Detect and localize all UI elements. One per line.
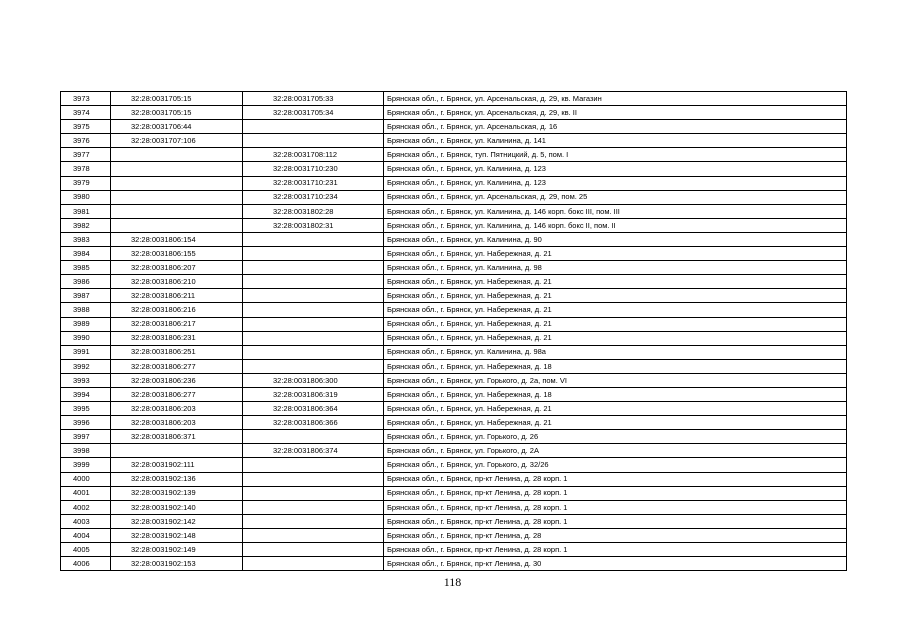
object-cadastral-number-cell (243, 543, 384, 557)
object-cadastral-number-cell: 32:28:0031806:319 (243, 387, 384, 401)
row-number-cell: 3985 (61, 261, 111, 275)
cadastral-number-cell: 32:28:0031902:148 (111, 528, 243, 542)
object-cadastral-number-cell: 32:28:0031710:231 (243, 176, 384, 190)
table-row (61, 359, 847, 373)
address-cell: Брянская обл., г. Брянск, ул. Арсенальская, д. 29, пом. 25 (384, 190, 847, 204)
table-row (61, 416, 847, 430)
address-cell: Брянская обл., г. Брянск, ул. Набережная, д. 21 (384, 416, 847, 430)
object-cadastral-number-cell (243, 472, 384, 486)
cadastral-number-cell: 32:28:0031706:44 (111, 120, 243, 134)
table-row (61, 106, 847, 120)
cadastral-number-cell: 32:28:0031806:217 (111, 317, 243, 331)
cadastral-number-cell: 32:28:0031902:149 (111, 543, 243, 557)
cadastral-number-cell: 32:28:0031806:154 (111, 232, 243, 246)
row-number-cell: 3998 (61, 444, 111, 458)
cadastral-number-cell: 32:28:0031806:277 (111, 359, 243, 373)
cadastral-number-cell (111, 444, 243, 458)
row-number-cell: 3997 (61, 430, 111, 444)
row-number-cell: 3996 (61, 416, 111, 430)
address-cell: Брянская обл., г. Брянск, ул. Набережная, д. 21 (384, 247, 847, 261)
object-cadastral-number-cell (243, 500, 384, 514)
address-cell: Брянская обл., г. Брянск, пр-кт Ленина, д. 28 корп. 1 (384, 486, 847, 500)
cadastral-number-cell: 32:28:0031902:139 (111, 486, 243, 500)
table-row (61, 543, 847, 557)
table-row (61, 331, 847, 345)
cadastral-number-cell: 32:28:0031806:236 (111, 373, 243, 387)
cadastral-number-cell: 32:28:0031707:106 (111, 134, 243, 148)
table-row (61, 373, 847, 387)
address-cell: Брянская обл., г. Брянск, ул. Набережная, д. 21 (384, 303, 847, 317)
address-cell: Брянская обл., г. Брянск, туп. Пятницкий, д. 5, пом. I (384, 148, 847, 162)
address-cell: Брянская обл., г. Брянск, ул. Калинина, д. 141 (384, 134, 847, 148)
table-row (61, 303, 847, 317)
cadastral-number-cell: 32:28:0031902:136 (111, 472, 243, 486)
object-cadastral-number-cell (243, 514, 384, 528)
table-row (61, 458, 847, 472)
object-cadastral-number-cell (243, 430, 384, 444)
table-row (61, 190, 847, 204)
table-row (61, 120, 847, 134)
object-cadastral-number-cell: 32:28:0031806:300 (243, 373, 384, 387)
object-cadastral-number-cell (243, 120, 384, 134)
address-cell: Брянская обл., г. Брянск, ул. Калинина, д. 98 (384, 261, 847, 275)
row-number-cell: 3976 (61, 134, 111, 148)
cadastral-number-cell (111, 204, 243, 218)
table-row (61, 275, 847, 289)
row-number-cell: 3989 (61, 317, 111, 331)
address-cell: Брянская обл., г. Брянск, пр-кт Ленина, д. 28 корп. 1 (384, 514, 847, 528)
cadastral-number-cell: 32:28:0031806:251 (111, 345, 243, 359)
table-row (61, 528, 847, 542)
row-number-cell: 3979 (61, 176, 111, 190)
cadastral-number-cell (111, 218, 243, 232)
table-row (61, 387, 847, 401)
cadastral-number-cell: 32:28:0031806:207 (111, 261, 243, 275)
object-cadastral-number-cell (243, 134, 384, 148)
cadastral-number-cell: 32:28:0031705:15 (111, 92, 243, 106)
property-table (60, 91, 847, 571)
object-cadastral-number-cell (243, 528, 384, 542)
object-cadastral-number-cell (243, 486, 384, 500)
row-number-cell: 3988 (61, 303, 111, 317)
page-number: 118 (443, 575, 462, 589)
row-number-cell: 3990 (61, 331, 111, 345)
address-cell: Брянская обл., г. Брянск, ул. Горького, д. 32/26 (384, 458, 847, 472)
table-row (61, 486, 847, 500)
cadastral-number-cell: 32:28:0031902:111 (111, 458, 243, 472)
table-row (61, 247, 847, 261)
table-row (61, 218, 847, 232)
table-row (61, 204, 847, 218)
table-row (61, 162, 847, 176)
address-cell: Брянская обл., г. Брянск, пр-кт Ленина, д. 28 корп. 1 (384, 500, 847, 514)
object-cadastral-number-cell: 32:28:0031705:33 (243, 92, 384, 106)
object-cadastral-number-cell: 32:28:0031806:374 (243, 444, 384, 458)
address-cell: Брянская обл., г. Брянск, пр-кт Ленина, д. 28 (384, 528, 847, 542)
address-cell: Брянская обл., г. Брянск, ул. Набережная, д. 18 (384, 359, 847, 373)
table-row (61, 176, 847, 190)
object-cadastral-number-cell: 32:28:0031708:112 (243, 148, 384, 162)
cadastral-number-cell: 32:28:0031902:140 (111, 500, 243, 514)
address-cell: Брянская обл., г. Брянск, ул. Калинина, д. 90 (384, 232, 847, 246)
cadastral-number-cell: 32:28:0031806:211 (111, 289, 243, 303)
object-cadastral-number-cell: 32:28:0031806:366 (243, 416, 384, 430)
address-cell: Брянская обл., г. Брянск, ул. Калинина, д. 123 (384, 162, 847, 176)
row-number-cell: 4005 (61, 543, 111, 557)
cadastral-number-cell: 32:28:0031806:277 (111, 387, 243, 401)
address-cell: Брянская обл., г. Брянск, пр-кт Ленина, д. 28 корп. 1 (384, 472, 847, 486)
address-cell: Брянская обл., г. Брянск, ул. Калинина, д. 123 (384, 176, 847, 190)
row-number-cell: 4004 (61, 528, 111, 542)
cadastral-number-cell: 32:28:0031806:210 (111, 275, 243, 289)
row-number-cell: 4000 (61, 472, 111, 486)
table-row (61, 557, 847, 571)
address-cell: Брянская обл., г. Брянск, ул. Набережная, д. 21 (384, 289, 847, 303)
row-number-cell: 3974 (61, 106, 111, 120)
table-row (61, 92, 847, 106)
row-number-cell: 3986 (61, 275, 111, 289)
address-cell: Брянская обл., г. Брянск, ул. Горького, д. 2а, пом. VI (384, 373, 847, 387)
row-number-cell: 3977 (61, 148, 111, 162)
address-cell: Брянская обл., г. Брянск, ул. Набережная, д. 18 (384, 387, 847, 401)
row-number-cell: 3982 (61, 218, 111, 232)
object-cadastral-number-cell (243, 345, 384, 359)
address-cell: Брянская обл., г. Брянск, ул. Набережная, д. 21 (384, 275, 847, 289)
property-table-body (61, 92, 847, 571)
cadastral-number-cell: 32:28:0031806:155 (111, 247, 243, 261)
cadastral-number-cell (111, 190, 243, 204)
object-cadastral-number-cell (243, 275, 384, 289)
row-number-cell: 3992 (61, 359, 111, 373)
row-number-cell: 3993 (61, 373, 111, 387)
table-row (61, 289, 847, 303)
row-number-cell: 4003 (61, 514, 111, 528)
row-number-cell: 4001 (61, 486, 111, 500)
table-row (61, 232, 847, 246)
address-cell: Брянская обл., г. Брянск, ул. Набережная, д. 21 (384, 402, 847, 416)
row-number-cell: 3991 (61, 345, 111, 359)
cadastral-number-cell: 32:28:0031902:142 (111, 514, 243, 528)
row-number-cell: 4002 (61, 500, 111, 514)
row-number-cell: 3987 (61, 289, 111, 303)
address-cell: Брянская обл., г. Брянск, ул. Арсенальская, д. 29, кв. II (384, 106, 847, 120)
address-cell: Брянская обл., г. Брянск, ул. Горького, д. 2А (384, 444, 847, 458)
cadastral-number-cell: 32:28:0031806:203 (111, 416, 243, 430)
table-row (61, 500, 847, 514)
row-number-cell: 3978 (61, 162, 111, 176)
row-number-cell: 3983 (61, 232, 111, 246)
table-row (61, 444, 847, 458)
row-number-cell: 3980 (61, 190, 111, 204)
object-cadastral-number-cell (243, 232, 384, 246)
cadastral-number-cell: 32:28:0031806:203 (111, 402, 243, 416)
object-cadastral-number-cell: 32:28:0031802:28 (243, 204, 384, 218)
object-cadastral-number-cell: 32:28:0031710:234 (243, 190, 384, 204)
cadastral-number-cell (111, 162, 243, 176)
row-number-cell: 3975 (61, 120, 111, 134)
object-cadastral-number-cell (243, 317, 384, 331)
object-cadastral-number-cell (243, 289, 384, 303)
row-number-cell: 3981 (61, 204, 111, 218)
cadastral-number-cell: 32:28:0031806:371 (111, 430, 243, 444)
cadastral-number-cell: 32:28:0031705:15 (111, 106, 243, 120)
object-cadastral-number-cell (243, 247, 384, 261)
object-cadastral-number-cell (243, 557, 384, 571)
cadastral-number-cell: 32:28:0031806:231 (111, 331, 243, 345)
object-cadastral-number-cell: 32:28:0031802:31 (243, 218, 384, 232)
row-number-cell: 3973 (61, 92, 111, 106)
row-number-cell: 3995 (61, 402, 111, 416)
address-cell: Брянская обл., г. Брянск, ул. Горького, д. 26 (384, 430, 847, 444)
table-row (61, 148, 847, 162)
object-cadastral-number-cell (243, 261, 384, 275)
table-row (61, 514, 847, 528)
address-cell: Брянская обл., г. Брянск, ул. Калинина, д. 146 корп. бокс II, пом. II (384, 218, 847, 232)
address-cell: Брянская обл., г. Брянск, ул. Калинина, д. 146 корп. бокс III, пом. III (384, 204, 847, 218)
address-cell: Брянская обл., г. Брянск, пр-кт Ленина, д. 28 корп. 1 (384, 543, 847, 557)
object-cadastral-number-cell: 32:28:0031705:34 (243, 106, 384, 120)
address-cell: Брянская обл., г. Брянск, пр-кт Ленина, д. 30 (384, 557, 847, 571)
cadastral-number-cell (111, 148, 243, 162)
cadastral-number-cell: 32:28:0031806:216 (111, 303, 243, 317)
object-cadastral-number-cell: 32:28:0031806:364 (243, 402, 384, 416)
object-cadastral-number-cell (243, 303, 384, 317)
row-number-cell: 3994 (61, 387, 111, 401)
table-row (61, 261, 847, 275)
address-cell: Брянская обл., г. Брянск, ул. Арсенальская, д. 29, кв. Магазин (384, 92, 847, 106)
table-row (61, 345, 847, 359)
address-cell: Брянская обл., г. Брянск, ул. Набережная, д. 21 (384, 331, 847, 345)
object-cadastral-number-cell (243, 331, 384, 345)
object-cadastral-number-cell (243, 458, 384, 472)
address-cell: Брянская обл., г. Брянск, ул. Калинина, д. 98а (384, 345, 847, 359)
table-row (61, 472, 847, 486)
object-cadastral-number-cell (243, 359, 384, 373)
table-row (61, 134, 847, 148)
cadastral-number-cell (111, 176, 243, 190)
row-number-cell: 3984 (61, 247, 111, 261)
address-cell: Брянская обл., г. Брянск, ул. Арсенальская, д. 16 (384, 120, 847, 134)
object-cadastral-number-cell: 32:28:0031710:230 (243, 162, 384, 176)
cadastral-number-cell: 32:28:0031902:153 (111, 557, 243, 571)
table-row (61, 402, 847, 416)
table-row (61, 430, 847, 444)
row-number-cell: 4006 (61, 557, 111, 571)
table-row (61, 317, 847, 331)
row-number-cell: 3999 (61, 458, 111, 472)
address-cell: Брянская обл., г. Брянск, ул. Набережная, д. 21 (384, 317, 847, 331)
